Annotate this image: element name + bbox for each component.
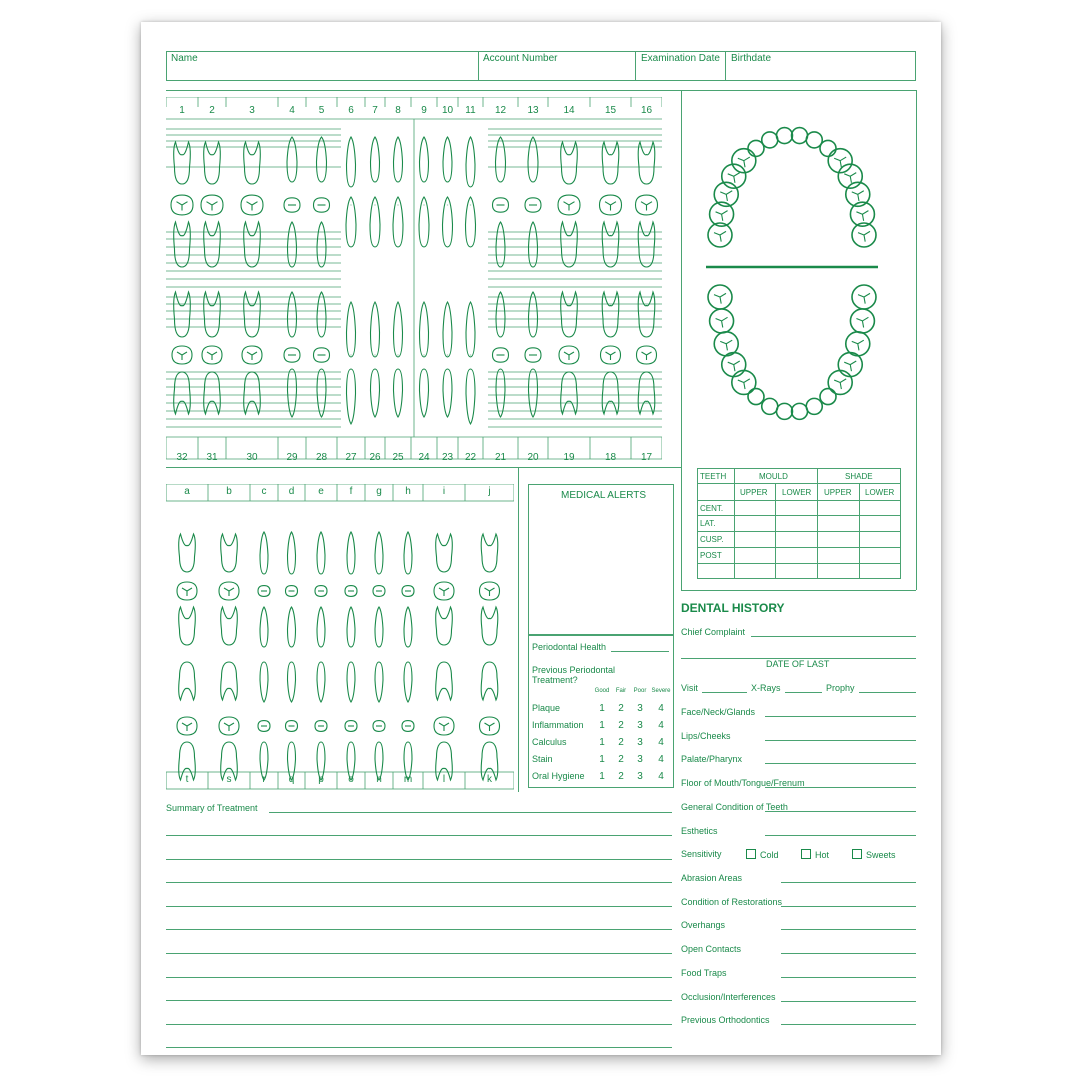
- primary-letter: r: [262, 774, 266, 785]
- scale-header: Fair: [615, 688, 627, 694]
- permanent-tooth: [558, 142, 580, 414]
- tooth-number: 27: [345, 452, 357, 463]
- permanent-tooth: [419, 137, 429, 417]
- primary-letter: f: [349, 486, 353, 497]
- row-cent: CENT.: [700, 504, 724, 513]
- history-item-label: Condition of Restorations: [681, 896, 783, 907]
- perio-rating[interactable]: 3: [637, 703, 643, 714]
- col-mould-upper: UPPER: [740, 488, 768, 497]
- tooth-number: 7: [372, 105, 378, 116]
- perio-rating[interactable]: 1: [599, 720, 605, 731]
- sensitivity-option-label: Cold: [760, 850, 779, 860]
- history-item-line[interactable]: [781, 882, 916, 883]
- perio-rating[interactable]: 2: [618, 771, 624, 782]
- permanent-tooth: [393, 137, 403, 417]
- tooth-number: 16: [640, 105, 653, 116]
- history-item-label: Abrasion Areas: [681, 873, 743, 883]
- history-item-line[interactable]: [765, 811, 916, 812]
- history-item-line[interactable]: [781, 953, 916, 954]
- arch-tooth: [852, 285, 876, 309]
- perio-rating[interactable]: 2: [618, 737, 624, 748]
- arch-tooth: [792, 403, 808, 419]
- perio-rating[interactable]: 3: [637, 737, 643, 748]
- permanent-tooth: [443, 137, 453, 417]
- name-field[interactable]: Name: [171, 53, 198, 64]
- tooth-number: 28: [315, 452, 328, 463]
- mould-shade-table: [697, 468, 901, 579]
- scale-header: Good: [594, 688, 610, 694]
- tooth-number: 3: [249, 105, 255, 116]
- permanent-tooth: [370, 137, 380, 417]
- primary-letter: s: [226, 774, 232, 785]
- tooth-number: 4: [289, 105, 295, 116]
- arch-tooth: [846, 332, 870, 356]
- permanent-tooth: [636, 142, 658, 414]
- primary-teeth-chart[interactable]: [166, 484, 514, 790]
- summary-line[interactable]: [166, 953, 672, 954]
- summary-line[interactable]: [166, 929, 672, 930]
- perio-row-label: Calculus: [532, 737, 567, 747]
- arch-tooth: [762, 398, 778, 414]
- birthdate-field[interactable]: Birthdate: [731, 53, 772, 64]
- examination-date-field[interactable]: Examination Date: [641, 53, 720, 64]
- perio-row-label: Stain: [532, 754, 553, 764]
- tooth-number: 21: [494, 452, 507, 463]
- sensitivity-option-label: Sweets: [866, 850, 896, 860]
- perio-rating[interactable]: 4: [658, 720, 664, 731]
- arch-tooth: [722, 353, 746, 377]
- perio-rating[interactable]: 1: [599, 737, 605, 748]
- scale-header: Poor: [633, 688, 647, 694]
- primary-tooth: [315, 532, 327, 780]
- medical-alerts-box[interactable]: [528, 484, 674, 635]
- summary-line[interactable]: [166, 977, 672, 978]
- history-item-line[interactable]: [765, 763, 916, 764]
- tooth-number: 8: [395, 105, 401, 116]
- primary-tooth: [258, 532, 270, 780]
- tooth-number: 5: [318, 105, 325, 116]
- primary-tooth: [480, 534, 500, 780]
- scale-header: Severe: [651, 688, 671, 694]
- history-item-label: Floor of Mouth/Tongue/Frenum: [681, 778, 805, 789]
- primary-letter: l: [442, 774, 446, 785]
- arch-tooth: [820, 140, 836, 156]
- tooth-number: 31: [206, 452, 218, 463]
- history-item-label: Esthetics: [681, 825, 718, 836]
- sensitivity-option-label: Hot: [815, 850, 830, 860]
- summary-line[interactable]: [166, 1047, 672, 1048]
- permanent-tooth: [493, 137, 509, 417]
- chief-complaint-label: Chief Complaint: [681, 627, 746, 637]
- account-number-field[interactable]: Account Number: [483, 53, 558, 64]
- arch-tooth: [820, 389, 836, 405]
- perio-rating[interactable]: 1: [599, 703, 605, 714]
- history-item-label: Open Contacts: [681, 944, 742, 955]
- arch-tooth: [762, 132, 778, 148]
- arch-tooth: [710, 309, 734, 333]
- arch-tooth: [776, 128, 792, 144]
- perio-rating[interactable]: 2: [618, 703, 624, 714]
- row-post: POST: [700, 551, 722, 560]
- permanent-tooth: [171, 142, 193, 414]
- summary-line[interactable]: [166, 859, 672, 860]
- perio-row-label: Oral Hygiene: [532, 771, 585, 781]
- xrays-label: X-Rays: [751, 683, 781, 693]
- tooth-number: 17: [640, 452, 653, 463]
- primary-letter: b: [226, 486, 232, 497]
- history-item-label: Occlusion/Interferences: [681, 991, 776, 1002]
- primary-letter: o: [348, 774, 354, 785]
- checkbox[interactable]: [801, 849, 811, 859]
- tooth-number: 10: [441, 105, 454, 116]
- primary-letter: d: [288, 486, 295, 497]
- primary-letter: e: [318, 486, 324, 497]
- visit-label: Visit: [681, 683, 698, 693]
- history-item-label: Palate/Pharynx: [681, 754, 743, 765]
- history-item-label: Overhangs: [681, 920, 726, 931]
- sensitivity-label: Sensitivity: [681, 849, 722, 859]
- summary-line[interactable]: [166, 906, 672, 907]
- history-item-line[interactable]: [781, 1001, 916, 1002]
- sensitivity-option-sweets[interactable]: [852, 849, 896, 860]
- primary-letter: q: [288, 774, 295, 785]
- perio-rating[interactable]: 1: [599, 754, 605, 765]
- history-item-label: Face/Neck/Glands: [681, 707, 756, 717]
- primary-letter: a: [184, 486, 190, 497]
- dental-history-title: DENTAL HISTORY: [681, 601, 785, 615]
- tooth-number: 30: [246, 452, 258, 463]
- primary-letter: p: [318, 774, 324, 785]
- history-item-line[interactable]: [781, 977, 916, 978]
- history-item-line[interactable]: [765, 835, 916, 836]
- date-of-last-label: DATE OF LAST: [766, 659, 830, 669]
- tooth-number: 32: [176, 452, 188, 463]
- perio-row-label: Inflammation: [532, 720, 584, 730]
- history-item-label: Lips/Cheeks: [681, 730, 731, 741]
- tooth-number: 12: [494, 105, 507, 116]
- primary-letter: t: [185, 774, 189, 785]
- arch-tooth: [806, 398, 822, 414]
- primary-tooth: [402, 532, 414, 780]
- col-mould-lower: LOWER: [782, 488, 812, 497]
- permanent-tooth: [241, 142, 263, 414]
- primary-letter: c: [261, 486, 267, 497]
- summary-line[interactable]: [166, 1000, 672, 1001]
- checkbox[interactable]: [746, 849, 756, 859]
- row-lat: LAT.: [700, 519, 716, 528]
- primary-letter: h: [405, 486, 411, 497]
- tooth-number: 24: [418, 452, 430, 463]
- perio-row-label: Plaque: [532, 703, 561, 713]
- tooth-number: 26: [369, 452, 381, 463]
- prophy-label: Prophy: [826, 683, 855, 693]
- col-teeth: TEETH: [700, 472, 727, 481]
- tooth-number: 22: [464, 452, 477, 463]
- tooth-number: 19: [563, 452, 575, 463]
- dental-chart-form: [141, 22, 941, 1055]
- perio-rating[interactable]: 3: [637, 720, 643, 731]
- col-shade-upper: UPPER: [824, 488, 852, 497]
- primary-tooth: [219, 534, 239, 780]
- checkbox[interactable]: [852, 849, 862, 859]
- summary-line[interactable]: [269, 812, 672, 813]
- sensitivity-option-cold[interactable]: [746, 849, 779, 860]
- tooth-number: 15: [604, 105, 617, 116]
- perio-rating[interactable]: 4: [658, 703, 664, 714]
- tooth-number: 23: [441, 452, 454, 463]
- tooth-number: 1: [179, 105, 185, 116]
- tooth-number: 2: [209, 105, 215, 116]
- arch-tooth: [748, 389, 764, 405]
- primary-letter: k: [487, 774, 492, 785]
- tooth-number: 9: [421, 105, 427, 116]
- tooth-number: 18: [604, 452, 617, 463]
- permanent-tooth: [466, 137, 476, 424]
- tooth-number: 11: [465, 105, 476, 116]
- arch-tooth: [828, 370, 852, 394]
- perio-rating[interactable]: 3: [637, 754, 643, 765]
- primary-letter: n: [376, 774, 382, 785]
- summary-line[interactable]: [166, 882, 672, 883]
- history-item-line[interactable]: [781, 929, 916, 930]
- perio-rating[interactable]: 4: [658, 737, 664, 748]
- periodontal-health-label: Periodontal Health: [532, 642, 607, 652]
- summary-of-treatment-label: Summary of Treatment: [166, 803, 258, 813]
- perio-rating[interactable]: 1: [599, 771, 605, 782]
- medical-alerts-title: MEDICAL ALERTS: [561, 490, 647, 501]
- history-item-label: Previous Orthodontics: [681, 1015, 770, 1026]
- history-item-line[interactable]: [765, 787, 916, 788]
- history-item-label: General Condition of Teeth: [681, 801, 788, 812]
- summary-line[interactable]: [166, 835, 672, 836]
- previous-periodontal-treatment: Previous Periodontal Treatment?: [532, 665, 616, 685]
- primary-letter: j: [488, 486, 491, 497]
- tooth-number: 20: [527, 452, 539, 463]
- primary-tooth: [177, 534, 197, 780]
- tooth-number: 13: [527, 105, 539, 116]
- primary-tooth: [434, 534, 454, 780]
- permanent-tooth: [201, 142, 223, 414]
- row-cusp: CUSP.: [700, 535, 724, 544]
- tooth-number: 25: [392, 452, 404, 463]
- perio-rating[interactable]: 2: [618, 720, 624, 731]
- col-mould: MOULD: [759, 472, 788, 481]
- primary-tooth: [373, 532, 385, 780]
- history-item-line[interactable]: [765, 740, 916, 741]
- sensitivity-option-hot[interactable]: [801, 849, 829, 860]
- permanent-tooth: [314, 137, 330, 417]
- arch-tooth: [708, 285, 732, 309]
- tooth-number: 6: [348, 105, 354, 116]
- col-shade-lower: LOWER: [865, 488, 895, 497]
- history-item-line[interactable]: [781, 1024, 916, 1025]
- primary-letter: g: [376, 486, 382, 497]
- primary-letter: i: [442, 486, 446, 497]
- history-item-label: Food Traps: [681, 967, 727, 978]
- permanent-tooth: [346, 137, 356, 424]
- arch-tooth: [776, 403, 792, 419]
- tooth-number: 14: [563, 105, 575, 116]
- permanent-teeth-chart[interactable]: [166, 97, 662, 467]
- summary-line[interactable]: [166, 1024, 672, 1025]
- perio-rating[interactable]: 4: [658, 771, 664, 782]
- col-shade: SHADE: [845, 472, 873, 481]
- primary-tooth: [286, 532, 298, 780]
- arch-tooth: [732, 370, 756, 394]
- primary-letter: m: [403, 774, 413, 785]
- dental-arch-diagram[interactable]: [706, 117, 891, 432]
- permanent-tooth: [284, 137, 300, 417]
- permanent-tooth: [525, 137, 541, 417]
- arch-tooth: [792, 128, 808, 144]
- perio-rating[interactable]: 3: [637, 771, 643, 782]
- history-item-line[interactable]: [765, 716, 916, 717]
- perio-rating[interactable]: 4: [658, 754, 664, 765]
- arch-tooth: [850, 309, 874, 333]
- primary-tooth: [345, 532, 357, 780]
- perio-rating[interactable]: 2: [618, 754, 624, 765]
- permanent-tooth: [600, 142, 622, 414]
- history-item-line[interactable]: [781, 906, 916, 907]
- tooth-number: 29: [286, 452, 298, 463]
